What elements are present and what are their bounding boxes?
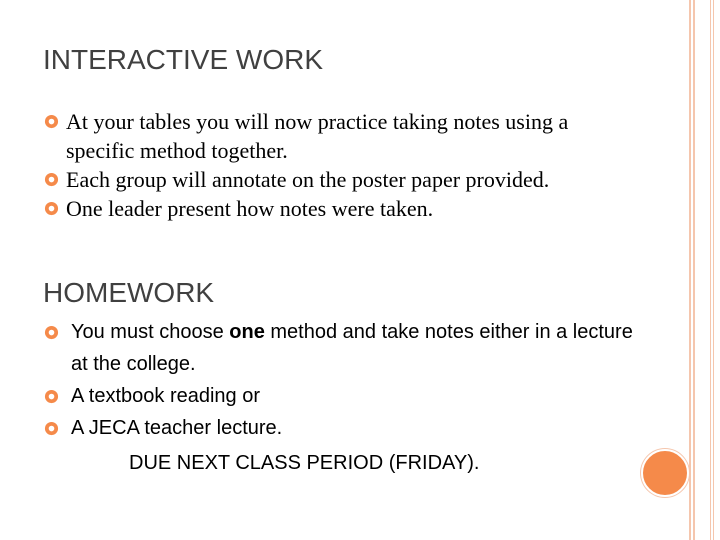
gear-icon xyxy=(44,325,59,340)
list-item-text: Each group will annotate on the poster paper provided. xyxy=(66,167,550,192)
decorative-rail xyxy=(689,0,691,540)
list-item-text: A textbook reading or xyxy=(71,385,261,407)
gear-icon xyxy=(44,421,59,436)
list-item-text: One leader present how notes were taken. xyxy=(66,196,434,221)
gear-icon xyxy=(44,201,59,216)
section-title-interactive-work: INTERACTIVE WORK xyxy=(43,44,324,75)
list-item xyxy=(44,107,636,165)
section-title-homework: HOMEWORK xyxy=(43,277,215,308)
list-item xyxy=(44,316,641,380)
homework-list xyxy=(44,316,641,444)
list-item-text: At your tables you will now practice taking notes using a specific method together. xyxy=(66,109,569,163)
list-item xyxy=(44,412,641,444)
gear-icon xyxy=(44,114,59,129)
decorative-rail xyxy=(710,0,711,540)
list-item xyxy=(44,165,636,194)
interactive-work-list xyxy=(44,107,636,223)
gear-icon xyxy=(44,389,59,404)
list-item-text: A JECA teacher lecture. xyxy=(71,417,283,439)
decorative-rail xyxy=(713,0,714,540)
gear-icon xyxy=(44,172,59,187)
emphasis-word: one xyxy=(229,321,265,343)
list-item-text-after: method and take notes either in a lecture at the college. xyxy=(71,321,633,375)
list-item xyxy=(44,380,641,412)
decorative-rail xyxy=(693,0,695,540)
decorative-circle xyxy=(641,449,689,497)
list-item-text-before: You must choose xyxy=(71,321,230,343)
due-date-note: DUE NEXT CLASS PERIOD (FRIDAY). xyxy=(129,452,480,474)
list-item xyxy=(44,194,636,223)
